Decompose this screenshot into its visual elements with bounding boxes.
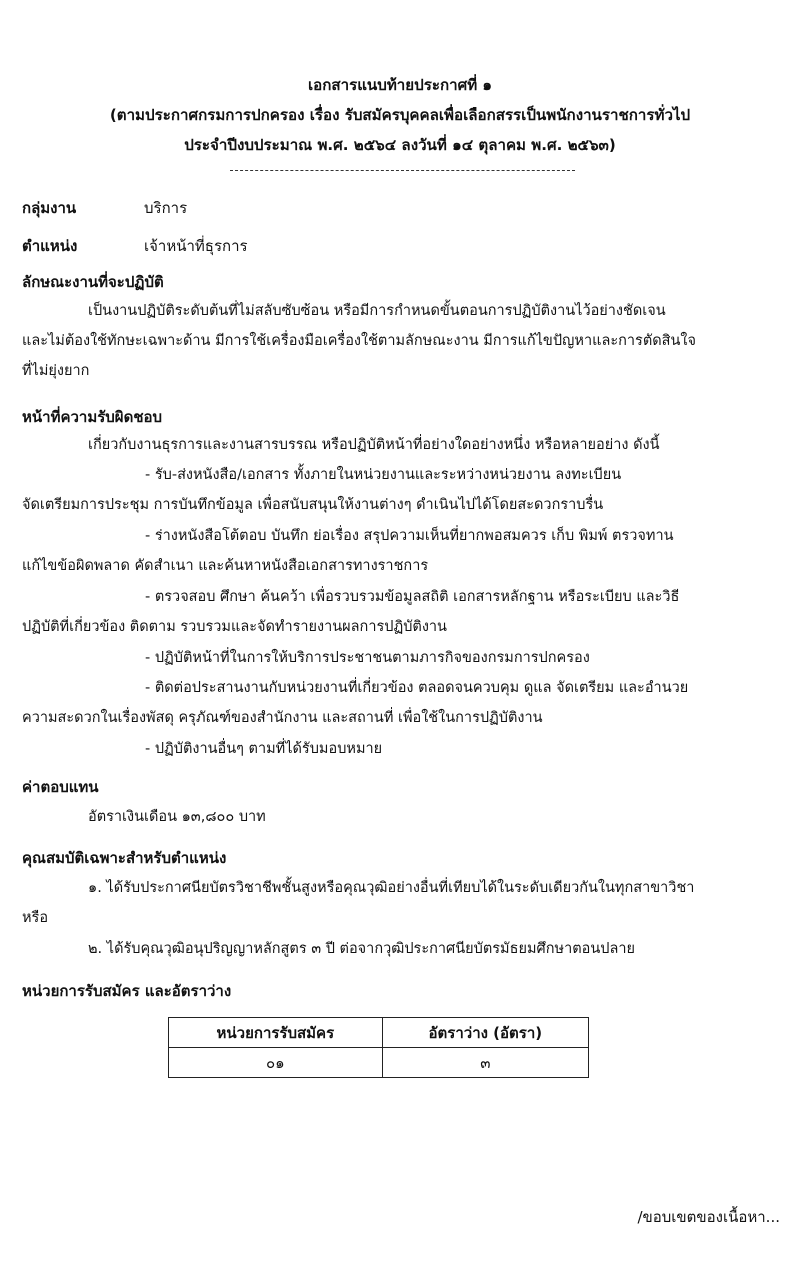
header-date: ประจำปีงบประมาณ พ.ศ. ๒๕๖๔ ลงวันที่ ๑๔ ตุลาคม พ.ศ. ๒๕๖๓): [184, 136, 616, 154]
position-row: [22, 234, 248, 258]
position-value: เจ้าหน้าที่ธุรการ: [144, 237, 248, 255]
duty-item: - ตรวจสอบ ศึกษา ค้นคว้า เพื่อรวบรวมข้อมูลสถิติ เอกสารหลักฐาน หรือระเบียบ และวิธี: [145, 589, 680, 605]
duty-item: - ติดต่อประสานงานกับหน่วยงานที่เกี่ยวข้อง ตลอดจนควบคุม ดูแล จัดเตรียม และอำนวย: [145, 680, 689, 696]
duty-item: - รับ-ส่งหนังสือ/เอกสาร ทั้งภายในหน่วยงานและระหว่างหน่วยงาน ลงทะเบียน: [145, 467, 622, 483]
header-subtitle: (ตามประกาศกรมการปกครอง เรื่อง รับสมัครบุคคลเพื่อเลือกสรรเป็นพนักงานราชการทั่วไป: [109, 106, 691, 124]
duties-intro: เกี่ยวกับงานธุรการและงานสารบรรณ หรือปฏิบัติหน้าที่อย่างใดอย่างหนึ่ง หรือหลายอย่าง ดังนี้: [88, 437, 660, 453]
position-label: ตำแหน่ง: [22, 237, 78, 255]
document-header: [0, 70, 800, 160]
vacancy-table: [168, 1017, 589, 1078]
duty-item: - ร่างหนังสือโต้ตอบ บันทึก ย่อเรื่อง สรุปความเห็นที่ยากพอสมควร เก็บ พิมพ์ ตรวจทาน: [145, 528, 674, 544]
nature-line: เป็นงานปฏิบัติระดับต้นที่ไม่สลับซับซ้อน หรือมีการกำหนดขั้นตอนการปฏิบัติงานไว้อย่างชัดเจน: [88, 303, 666, 319]
unit-cell: ๐๑: [169, 1048, 383, 1078]
duty-item-continued: แก้ไขข้อผิดพลาด คัดสำเนา และค้นหาหนังสือเอกสารทางราชการ: [22, 558, 429, 574]
nature-line: ที่ไม่ยุ่งยาก: [22, 363, 90, 379]
nature-heading: ลักษณะงานที่จะปฏิบัติ: [22, 273, 164, 291]
vacancy-count-cell: ๓: [382, 1048, 588, 1078]
qualification-heading: คุณสมบัติเฉพาะสำหรับตำแหน่ง: [22, 849, 227, 867]
duty-item-continued: ปฏิบัติที่เกี่ยวข้อง ติดตาม รวบรวมและจัดทำรายงานผลการปฏิบัติงาน: [22, 619, 447, 635]
group-label: กลุ่มงาน: [22, 199, 77, 217]
column-header-vacancies: อัตราว่าง (อัตรา): [382, 1018, 588, 1048]
units-heading: หน่วยการรับสมัคร และอัตราว่าง: [22, 982, 232, 1000]
qualification-item-continued: หรือ: [22, 910, 49, 926]
table-row: [169, 1048, 589, 1078]
qualification-item: ๒. ได้รับคุณวุฒิอนุปริญญาหลักสูตร ๓ ปี ต่อจากวุฒิประกาศนียบัตรมัธยมศึกษาตอนปลาย: [88, 941, 635, 957]
header-divider: [230, 170, 575, 171]
group-row: [22, 196, 187, 220]
header-title: เอกสารแนบท้ายประกาศที่ ๑: [307, 76, 493, 94]
pay-heading: ค่าตอบแทน: [22, 778, 99, 796]
duty-item-continued: ความสะดวกในเรื่องพัสดุ ครุภัณฑ์ของสำนักงาน และสถานที่ เพื่อใช้ในการปฏิบัติงาน: [22, 710, 543, 726]
group-value: บริการ: [144, 199, 188, 217]
nature-line: และไม่ต้องใช้ทักษะเฉพาะด้าน มีการใช้เครื่องมือเครื่องใช้ตามลักษณะงาน มีการแก้ไขปัญหาและการตัดสินใจ: [22, 333, 697, 349]
continued-note: /ขอบเขตของเนื้อหา...: [637, 1208, 780, 1226]
duty-item: - ปฏิบัติหน้าที่ในการให้บริการประชาชนตามภารกิจของกรมการปกครอง: [145, 650, 590, 666]
pay-text: อัตราเงินเดือน ๑๓,๘๐๐ บาท: [88, 809, 266, 825]
qualification-item: ๑. ได้รับประกาศนียบัตรวิชาชีพชั้นสูงหรือคุณวุฒิอย่างอื่นที่เทียบได้ในระดับเดียวกันในทุกสาขาวิชา: [88, 880, 695, 896]
duties-heading: หน้าที่ความรับผิดชอบ: [22, 408, 163, 426]
duty-item: - ปฏิบัติงานอื่นๆ ตามที่ได้รับมอบหมาย: [145, 741, 383, 757]
duty-item-continued: จัดเตรียมการประชุม การบันทึกข้อมูล เพื่อสนับสนุนให้งานต่างๆ ดำเนินไปได้โดยสะดวกราบรื่น: [22, 497, 604, 513]
table-header-row: [169, 1018, 589, 1048]
column-header-unit: หน่วยการรับสมัคร: [169, 1018, 383, 1048]
